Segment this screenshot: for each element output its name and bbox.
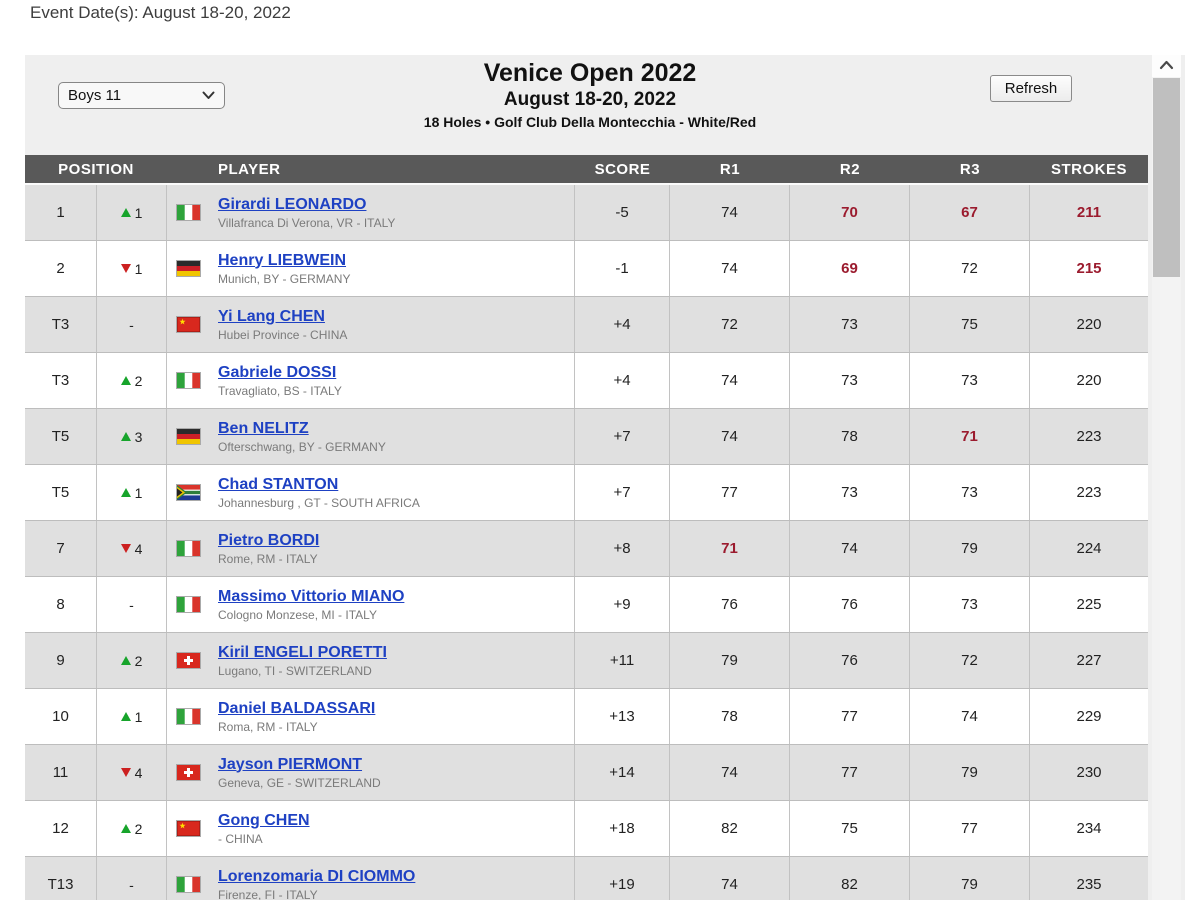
player-cell <box>167 465 575 520</box>
movement-cell: - <box>97 577 167 632</box>
flag-switzerland-icon <box>177 765 200 780</box>
position-cell: 10 <box>25 689 97 744</box>
r1-cell: 74 <box>670 745 790 800</box>
r2-cell: 70 <box>790 185 910 240</box>
position-cell: 11 <box>25 745 97 800</box>
r2-cell: 73 <box>790 353 910 408</box>
r2-cell: 69 <box>790 241 910 296</box>
score-cell: +11 <box>575 633 670 688</box>
movement-up-icon <box>121 712 131 721</box>
leaderboard-header <box>25 55 1185 155</box>
table-row <box>25 577 1148 633</box>
movement-up-icon <box>121 656 131 665</box>
table-row <box>25 521 1148 577</box>
tournament-dates: August 18-20, 2022 <box>503 89 677 110</box>
player-location: - CHINA <box>218 831 263 846</box>
player-cell <box>167 297 575 352</box>
leaderboard-panel <box>25 55 1185 900</box>
movement-cell: 1 <box>97 465 167 520</box>
r2-cell: 74 <box>790 521 910 576</box>
flag-italy-icon <box>177 373 200 388</box>
r2-cell: 73 <box>790 297 910 352</box>
r1-cell: 78 <box>670 689 790 744</box>
score-cell: +19 <box>575 857 670 900</box>
column-header-r1: R1 <box>719 160 741 178</box>
player-link[interactable]: Pietro BORDI <box>218 531 320 549</box>
score-cell: +9 <box>575 577 670 632</box>
column-header-r2: R2 <box>839 160 861 178</box>
r2-cell: 77 <box>790 689 910 744</box>
score-cell: +13 <box>575 689 670 744</box>
strokes-cell: 223 <box>1076 428 1102 445</box>
position-cell: T3 <box>25 353 97 408</box>
column-header-player: PLAYER <box>218 160 281 178</box>
r3-cell: 72 <box>910 241 1030 296</box>
strokes-cell: 215 <box>1076 260 1102 277</box>
player-location: Roma, RM - ITALY <box>218 719 318 734</box>
table-row <box>25 857 1148 900</box>
flag-south-africa-icon <box>177 485 200 500</box>
table-row <box>25 185 1148 241</box>
scrollbar-up-button[interactable] <box>1152 55 1181 77</box>
player-cell <box>167 801 575 856</box>
flag-germany-icon <box>177 261 200 276</box>
r1-cell: 82 <box>670 801 790 856</box>
strokes-cell: 223 <box>1076 484 1102 501</box>
movement-down-icon <box>121 544 131 553</box>
strokes-cell: 211 <box>1076 204 1102 221</box>
flag-italy-icon <box>177 541 200 556</box>
position-cell: 2 <box>25 241 97 296</box>
position-cell: 8 <box>25 577 97 632</box>
r3-cell: 73 <box>910 353 1030 408</box>
player-link[interactable]: Kiril ENGELI PORETTI <box>218 643 387 661</box>
r2-cell: 76 <box>790 633 910 688</box>
position-cell: 7 <box>25 521 97 576</box>
r1-cell: 77 <box>670 465 790 520</box>
strokes-cell: 225 <box>1076 596 1102 613</box>
tournament-title: Venice Open 2022 <box>483 59 697 87</box>
score-cell: -5 <box>575 185 670 240</box>
column-header-score: SCORE <box>594 160 651 178</box>
movement-cell: 3 <box>97 409 167 464</box>
r3-cell: 75 <box>910 297 1030 352</box>
score-cell: +18 <box>575 801 670 856</box>
player-link[interactable]: Chad STANTON <box>218 475 339 493</box>
player-link[interactable]: Ben NELITZ <box>218 419 309 437</box>
position-cell: T5 <box>25 409 97 464</box>
movement-cell: 1 <box>97 185 167 240</box>
table-row <box>25 745 1148 801</box>
movement-cell: 1 <box>97 689 167 744</box>
column-header-position: POSITION <box>58 160 134 178</box>
player-cell <box>167 857 575 900</box>
player-cell <box>167 577 575 632</box>
movement-cell: 2 <box>97 801 167 856</box>
movement-down-icon <box>121 264 131 273</box>
position-cell: 12 <box>25 801 97 856</box>
event-date-line: Event Date(s): August 18-20, 2022 <box>30 3 291 22</box>
strokes-cell: 229 <box>1076 708 1102 725</box>
player-cell <box>167 409 575 464</box>
strokes-cell: 234 <box>1076 820 1102 837</box>
player-location: Johannesburg , GT - SOUTH AFRICA <box>218 495 420 510</box>
score-cell: +7 <box>575 409 670 464</box>
strokes-cell: 220 <box>1076 372 1102 389</box>
r2-cell: 75 <box>790 801 910 856</box>
r1-cell: 74 <box>670 353 790 408</box>
chevron-up-icon <box>1159 57 1174 75</box>
r1-cell: 74 <box>670 409 790 464</box>
table-header-row <box>25 155 1148 185</box>
score-cell: -1 <box>575 241 670 296</box>
strokes-cell: 235 <box>1076 876 1102 893</box>
player-link[interactable]: Yi Lang CHEN <box>218 307 325 325</box>
flag-italy-icon <box>177 597 200 612</box>
r1-cell: 71 <box>670 521 790 576</box>
player-cell <box>167 745 575 800</box>
table-row <box>25 633 1148 689</box>
score-cell: +8 <box>575 521 670 576</box>
player-location: Villafranca Di Verona, VR - ITALY <box>218 215 396 230</box>
player-location: Cologno Monzese, MI - ITALY <box>218 607 377 622</box>
scrollbar[interactable] <box>1152 55 1181 900</box>
division-select-value: Boys 11 <box>68 87 122 104</box>
player-cell <box>167 185 575 240</box>
r3-cell: 67 <box>910 185 1030 240</box>
r1-cell: 72 <box>670 297 790 352</box>
r3-cell: 72 <box>910 633 1030 688</box>
r1-cell: 79 <box>670 633 790 688</box>
position-cell: 9 <box>25 633 97 688</box>
r3-cell: 79 <box>910 521 1030 576</box>
flag-italy-icon <box>177 877 200 892</box>
r1-cell: 74 <box>670 241 790 296</box>
position-cell: 1 <box>25 185 97 240</box>
player-location: Travagliato, BS - ITALY <box>218 383 342 398</box>
table-row <box>25 689 1148 745</box>
player-cell <box>167 633 575 688</box>
r2-cell: 77 <box>790 745 910 800</box>
r2-cell: 82 <box>790 857 910 900</box>
flag-italy-icon <box>177 709 200 724</box>
r3-cell: 71 <box>910 409 1030 464</box>
r1-cell: 74 <box>670 185 790 240</box>
strokes-cell: 230 <box>1076 764 1102 781</box>
flag-china-icon <box>177 317 200 332</box>
table-body <box>25 185 1148 900</box>
table-row <box>25 241 1148 297</box>
leaderboard-table <box>25 155 1148 900</box>
r3-cell: 77 <box>910 801 1030 856</box>
movement-cell: 2 <box>97 353 167 408</box>
movement-up-icon <box>121 488 131 497</box>
column-header-r3: R3 <box>959 160 981 178</box>
r3-cell: 79 <box>910 745 1030 800</box>
score-cell: +14 <box>575 745 670 800</box>
r3-cell: 73 <box>910 577 1030 632</box>
table-row <box>25 409 1148 465</box>
player-cell <box>167 353 575 408</box>
flag-switzerland-icon <box>177 653 200 668</box>
movement-cell: - <box>97 297 167 352</box>
movement-cell: - <box>97 857 167 900</box>
scrollbar-thumb[interactable] <box>1153 78 1180 277</box>
score-cell: +4 <box>575 353 670 408</box>
movement-up-icon <box>121 432 131 441</box>
player-link[interactable]: Daniel BALDASSARI <box>218 699 376 717</box>
table-row <box>25 353 1148 409</box>
player-link[interactable]: Jayson PIERMONT <box>218 755 363 773</box>
movement-cell: 2 <box>97 633 167 688</box>
r2-cell: 76 <box>790 577 910 632</box>
r3-cell: 73 <box>910 465 1030 520</box>
table-row <box>25 801 1148 857</box>
player-cell <box>167 521 575 576</box>
r3-cell: 74 <box>910 689 1030 744</box>
flag-china-icon <box>177 821 200 836</box>
position-cell: T5 <box>25 465 97 520</box>
movement-up-icon <box>121 208 131 217</box>
table-row <box>25 465 1148 521</box>
movement-cell: 4 <box>97 521 167 576</box>
course-info: 18 Holes • Golf Club Della Montecchia - White/Red <box>423 114 757 130</box>
player-link[interactable]: Massimo Vittorio MIANO <box>218 587 405 605</box>
strokes-cell: 220 <box>1076 316 1102 333</box>
movement-cell: 1 <box>97 241 167 296</box>
player-location: Geneva, GE - SWITZERLAND <box>218 775 381 790</box>
column-header-strokes: STROKES <box>1050 160 1127 178</box>
flag-germany-icon <box>177 429 200 444</box>
position-cell: T13 <box>25 857 97 900</box>
refresh-button[interactable]: Refresh <box>990 75 1072 102</box>
player-link[interactable]: Girardi LEONARDO <box>218 195 367 213</box>
movement-cell: 4 <box>97 745 167 800</box>
score-cell: +7 <box>575 465 670 520</box>
flag-italy-icon <box>177 205 200 220</box>
player-cell <box>167 689 575 744</box>
position-cell: T3 <box>25 297 97 352</box>
player-link[interactable]: Lorenzomaria DI CIOMMO <box>218 867 416 885</box>
player-location: Lugano, TI - SWITZERLAND <box>218 663 372 678</box>
player-link[interactable]: Gong CHEN <box>218 811 310 829</box>
score-cell: +4 <box>575 297 670 352</box>
movement-up-icon <box>121 824 131 833</box>
table-row <box>25 297 1148 353</box>
player-link[interactable]: Gabriele DOSSI <box>218 363 337 381</box>
r1-cell: 74 <box>670 857 790 900</box>
strokes-cell: 224 <box>1076 540 1102 557</box>
player-link[interactable]: Henry LIEBWEIN <box>218 251 347 269</box>
strokes-cell: 227 <box>1076 652 1102 669</box>
player-cell <box>167 241 575 296</box>
movement-down-icon <box>121 768 131 777</box>
player-location: Munich, BY - GERMANY <box>218 271 351 286</box>
player-location: Rome, RM - ITALY <box>218 551 318 566</box>
r1-cell: 76 <box>670 577 790 632</box>
player-location: Firenze, FI - ITALY <box>218 887 318 900</box>
movement-up-icon <box>121 376 131 385</box>
r3-cell: 79 <box>910 857 1030 900</box>
player-location: Ofterschwang, BY - GERMANY <box>218 439 386 454</box>
r2-cell: 78 <box>790 409 910 464</box>
r2-cell: 73 <box>790 465 910 520</box>
player-location: Hubei Province - CHINA <box>218 327 348 342</box>
